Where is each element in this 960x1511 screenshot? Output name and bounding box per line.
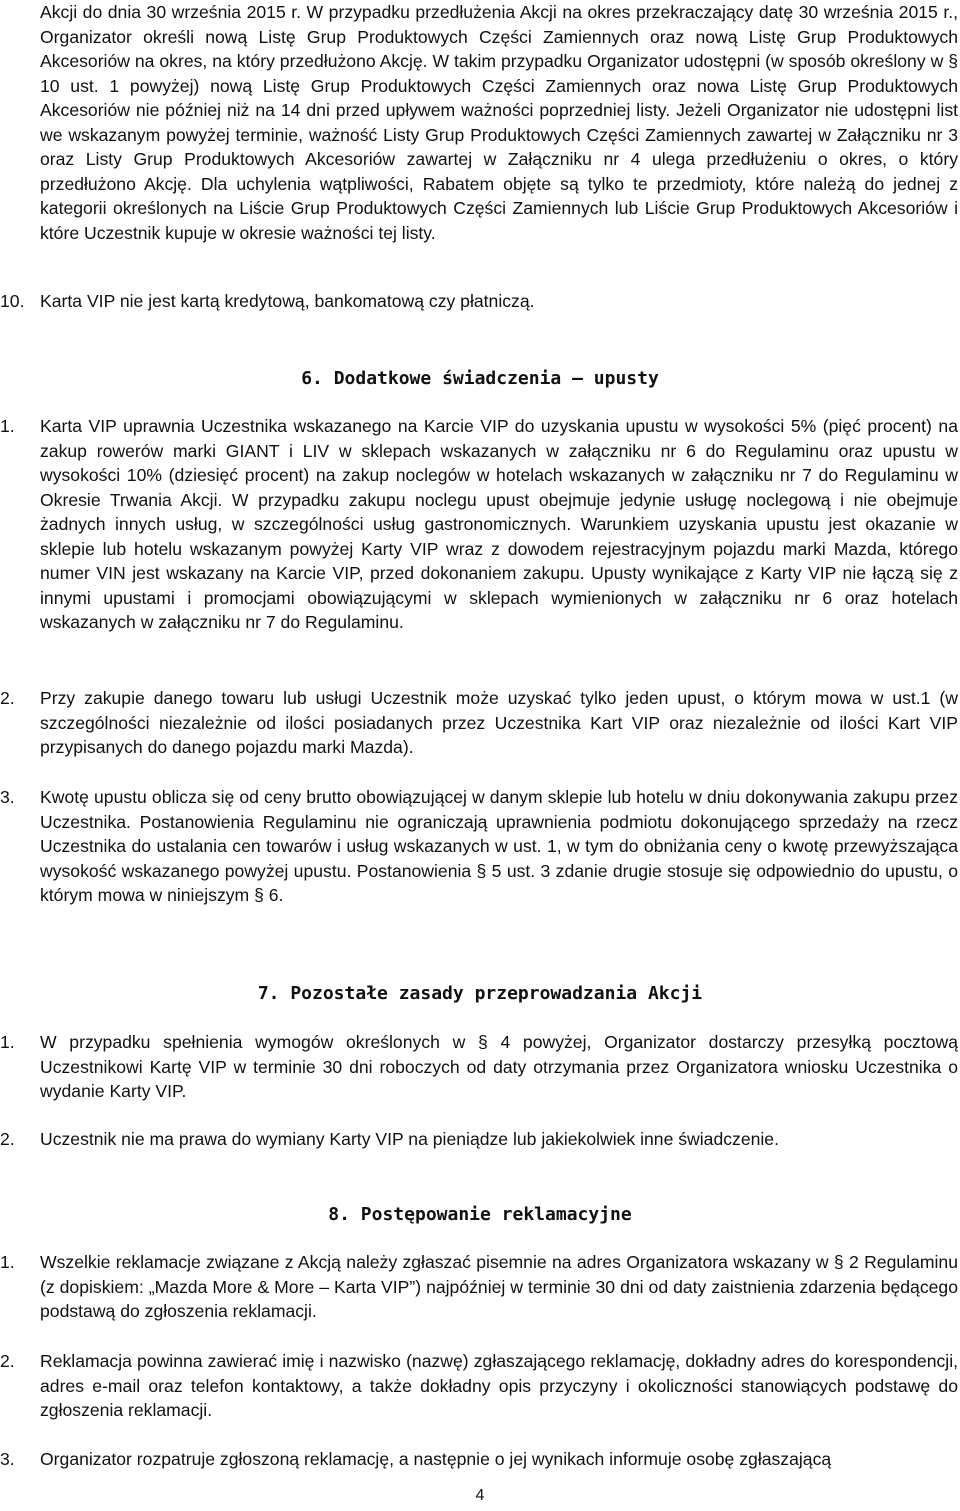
page-number: 4 — [475, 1487, 485, 1504]
item-text: Organizator rozpatruje zgłoszoną reklamację, a następnie o jej wynikach informuje osobę zgłaszającą — [40, 1449, 832, 1469]
continuation-paragraph: Akcji do dnia 30 września 2015 r. W przypadku przedłużenia Akcji na okres przekraczający datę 30 września 2015 r., Organizator określi nową Listę Grup Produktowych Części Zamiennych oraz nową Listę Grup Produktowych Akcesoriów na okres, na który przedłużono Akcję. W takim przypadku Organizator udostępni (w sposób określony w § 10 ust. 1 powyżej) nową Listę Grup Produktowych Części Zamiennych oraz nowa Listę Grup Produktowych Akcesoriów nie później niż na 14 dni przed upływem ważności poprzedniej listy. Jeżeli Organizator nie udostępni list we wskazanym powyżej terminie, ważność Listy Grup Produktowych Części Zamiennych zawartej w Załączniku nr 3 oraz Listy Grup Produktowych Akcesoriów zawartej w Załączniku nr 4 ulega przedłużeniu o okres, o który przedłużono Akcję. Dla uchylenia wątpliwości, Rabatem objęte są tylko te przedmioty, które należą do jednej z kategorii określonych na Liście Grup Produktowych Części Zamiennych lub Liście Grup Produktowych Akcesoriów i które Uczestnik kupuje w okresie ważności tej listy. — [40, 2, 958, 243]
section-7-heading: 7. Pozostałe zasady przeprowadzania Akcji — [257, 983, 703, 1004]
item-number: 2. — [0, 1129, 15, 1149]
item-number: 2. — [0, 688, 15, 708]
section-8-heading: 8. Postępowanie reklamacyjne — [328, 1204, 632, 1225]
item-number: 1. — [0, 1032, 15, 1052]
item-number: 3. — [0, 787, 15, 807]
item-text: Uczestnik nie ma prawa do wymiany Karty VIP na pieniądze lub jakiekolwiek inne świadczenie. — [40, 1129, 779, 1149]
item-number: 1. — [0, 1252, 15, 1272]
item-text: Karta VIP nie jest kartą kredytową, bankomatową czy płatniczą. — [40, 291, 535, 311]
item-number: 3. — [0, 1449, 15, 1469]
item-text: Karta VIP uprawnia Uczestnika wskazanego na Karcie VIP do uzyskania upustu w wysokości 5% (pięć procent) na zakup rowerów marki GIANT i LIV w sklepach wskazanych w załączniku nr 6 do Regulaminu oraz upustu w wysokości 10% (dziesięć procent) na zakup noclegów w hotelach wskazanych w załączniku nr 7 do Regulaminu w Okresie Trwania Akcji. W przypadku zakupu noclegu upust obejmuje jedynie usługę noclegową i nie obejmuje żadnych innych usług, w szczególności usług gastronomicznych. Warunkiem uzyskania upustu jest okazanie w sklepie lub hotelu wskazanym powyżej Karty VIP wraz z dowodem rejestracyjnym pojazdu marki Mazda, którego numer VIN jest wskazany na Karcie VIP, przed dokonaniem zakupu. Upusty wynikające z Karty VIP nie łączą się z innymi upustami i promocjami obowiązującymi w sklepach wymienionych w załączniku nr 6 oraz hotelach wskazanych w załączniku nr 7 do Regulaminu. — [40, 416, 958, 632]
item-text: W przypadku spełnienia wymogów określonych w § 4 powyżej, Organizator dostarczy przesyłką pocztową Uczestnikowi Kartę VIP w terminie 30 dni roboczych od daty otrzymania przez Organizatora wniosku Uczestnika o wydanie Karty VIP. — [40, 1032, 958, 1101]
item-text: Kwotę upustu oblicza się od ceny brutto obowiązującej w danym sklepie lub hotelu w dniu dokonywania zakupu przez Uczestnika. Postanowienia Regulaminu nie ograniczają uprawnienia podmiotu dokonującego sprzedaży na rzecz Uczestnika do ustalania cen towarów i usług wskazanych w ust. 1, w tym do obniżania ceny o kwotę przewyższająca wysokość wskazanego powyżej upustu. Postanowienia § 5 ust. 3 zdanie drugie stosuje się odpowiednio do upustu, o którym mowa w niniejszym § 6. — [40, 787, 958, 905]
item-number: 2. — [0, 1351, 15, 1371]
item-number: 10. — [0, 291, 25, 311]
item-text: Wszelkie reklamacje związane z Akcją należy zgłaszać pisemnie na adres Organizatora wskazany w § 2 Regulaminu (z dopiskiem: „Mazda More & More – Karta VIP”) najpóźniej w terminie 30 dni od daty zaistnienia zdarzenia będącego podstawą do zgłoszenia reklamacji. — [40, 1252, 958, 1321]
item-text: Reklamacja powinna zawierać imię i nazwisko (nazwę) zgłaszającego reklamację, dokładny adres do korespondencji, adres e-mail oraz telefon kontaktowy, a także dokładny opis przyczyny i okoliczności stanowiących podstawę do zgłoszenia reklamacji. — [40, 1351, 958, 1420]
item-text: Przy zakupie danego towaru lub usługi Uczestnik może uzyskać tylko jeden upust, o którym mowa w ust.1 (w szczególności niezależnie od ilości posiadanych przez Uczestnika Kart VIP oraz niezależnie od ilości Kart VIP przypisanych do danego pojazdu marki Mazda). — [40, 688, 958, 757]
item-number: 1. — [0, 416, 15, 436]
section-6-heading: 6. Dodatkowe świadczenia – upusty — [301, 368, 659, 389]
